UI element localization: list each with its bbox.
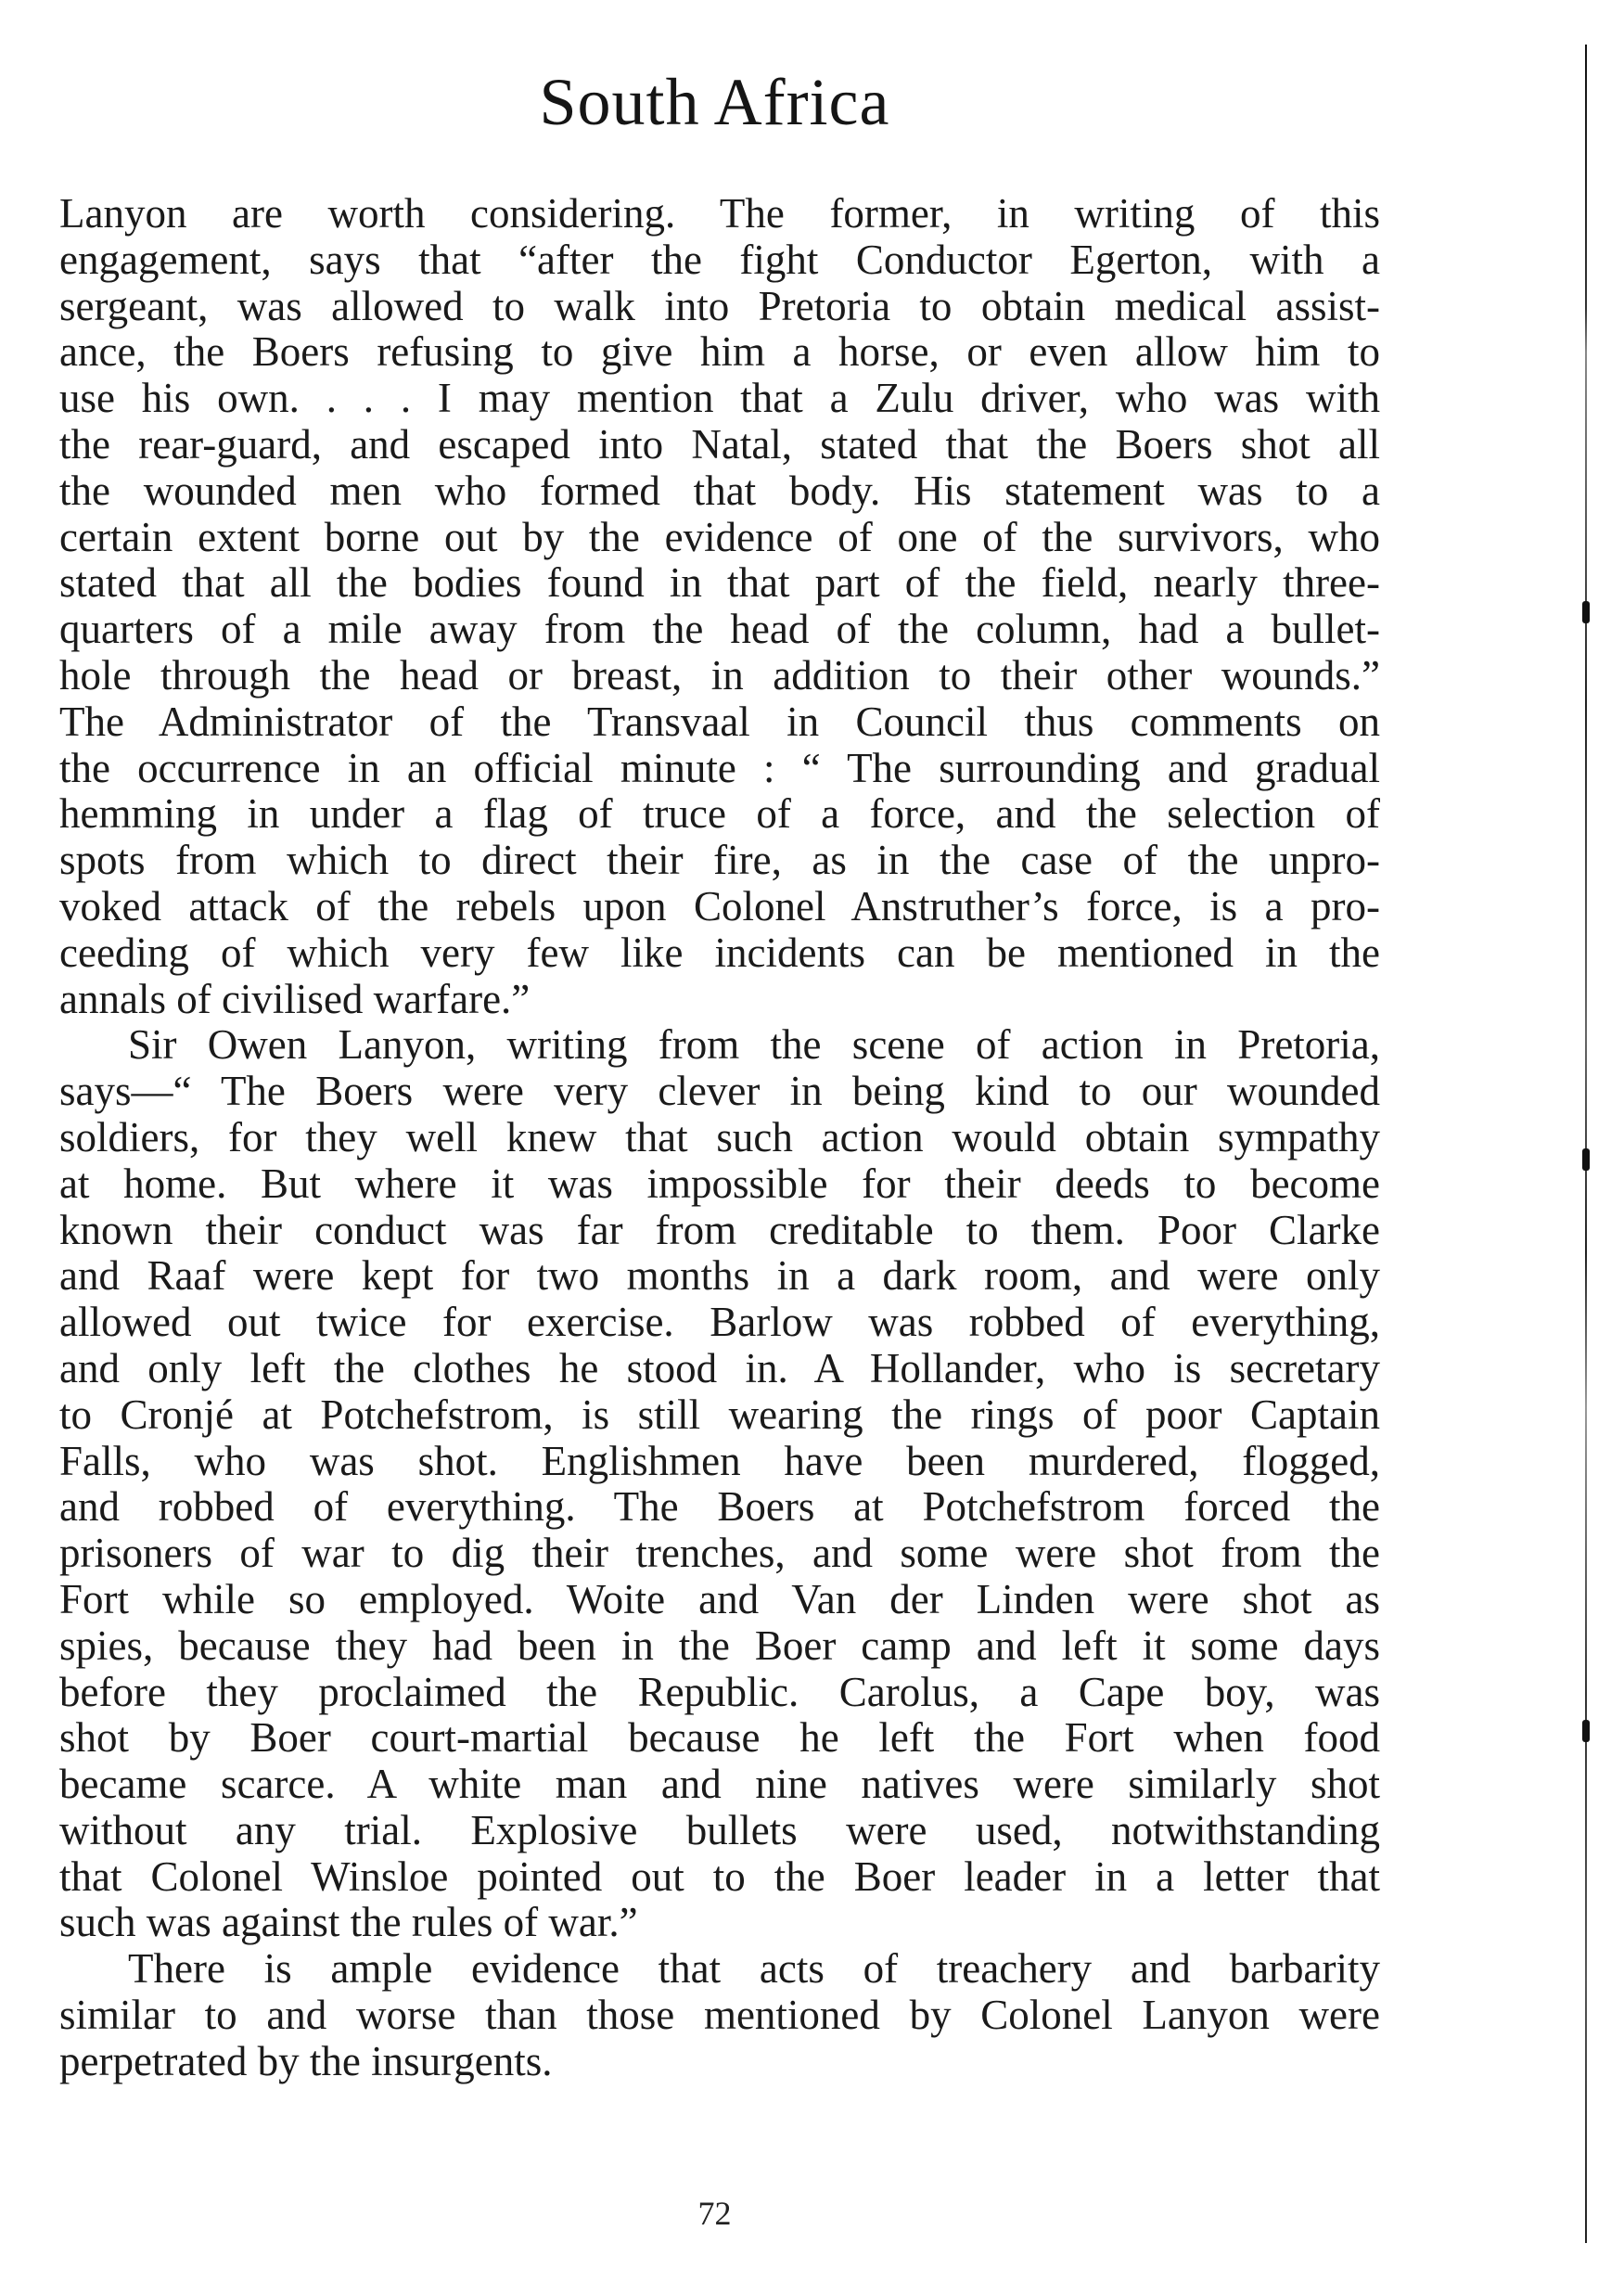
running-title: South Africa — [539, 65, 890, 139]
text-line: spies, because they had been in the Boer camp and left it some days — [59, 1622, 1380, 1669]
binding-mark — [1582, 1720, 1590, 1742]
binding-edge — [1582, 45, 1590, 2243]
text-line: There is ample evidence that acts of treachery and barbarity — [128, 1945, 1380, 1993]
text-line: the rear-guard, and escaped into Natal, stated that the Boers shot all — [59, 420, 1380, 468]
text-line: annals of civilised warfare.” — [59, 975, 531, 1022]
text-line: ceeding of which very few like incidents can be mentioned in the — [59, 929, 1380, 976]
text-line: engagement, says that “after the fight Conductor Egerton, with a — [59, 236, 1380, 283]
text-line: Sir Owen Lanyon, writing from the scene of action in Pretoria, — [128, 1021, 1380, 1069]
binding-mark — [1582, 1148, 1590, 1171]
text-line: quarters of a mile away from the head of the column, had a bullet- — [59, 606, 1380, 653]
text-line: Fort while so employed. Woite and Van der Linden were shot as — [59, 1575, 1380, 1622]
text-line: sergeant, was allowed to walk into Pretoria to obtain medical assist- — [59, 282, 1380, 329]
binding-rule — [1585, 45, 1587, 2243]
text-line: and only left the clothes he stood in. A Hollander, who is secretary — [59, 1344, 1380, 1391]
text-line: says—“ The Boers were very clever in being kind to our wounded — [59, 1068, 1380, 1115]
text-line: soldiers, for they well knew that such action would obtain sympathy — [59, 1113, 1380, 1160]
page-number: 72 — [697, 2195, 732, 2232]
text-line: hole through the head or breast, in addition to their other wounds.” — [59, 651, 1380, 699]
binding-mark — [1582, 601, 1590, 623]
text-line: became scarce. A white man and nine natives were similarly shot — [59, 1761, 1380, 1808]
text-line: without any trial. Explosive bullets were used, notwithstanding — [59, 1806, 1380, 1853]
text-line: before they proclaimed the Republic. Carolus, a Cape boy, was — [59, 1668, 1380, 1715]
text-line: perpetrated by the insurgents. — [59, 2037, 553, 2084]
text-line: that Colonel Winsloe pointed out to the Boer leader in a letter that — [59, 1852, 1380, 1900]
text-line: the occurrence in an official minute : “ The surrounding and gradual — [59, 744, 1380, 791]
text-line: The Administrator of the Transvaal in Council thus comments on — [59, 698, 1380, 745]
text-line: voked attack of the rebels upon Colonel Anstruther’s force, is a pro- — [59, 882, 1380, 929]
text-line: hemming in under a flag of truce of a force, and the selection of — [59, 790, 1380, 838]
text-line: the wounded men who formed that body. His statement was to a — [59, 467, 1380, 514]
text-line: Falls, who was shot. Englishmen have been murdered, flogged, — [59, 1437, 1380, 1484]
text-line: at home. But where it was impossible for their deeds to become — [59, 1160, 1380, 1207]
text-line: use his own. . . . I may mention that a Zulu driver, who was with — [59, 375, 1380, 422]
text-line: prisoners of war to dig their trenches, and some were shot from the — [59, 1530, 1380, 1577]
text-line: allowed out twice for exercise. Barlow was robbed of everything, — [59, 1299, 1380, 1346]
text-line: ance, the Boers refusing to give him a horse, or even allow him to — [59, 328, 1380, 376]
text-line: and robbed of everything. The Boers at Potchefstrom forced the — [59, 1483, 1380, 1531]
text-line: stated that all the bodies found in that part of the field, nearly three- — [59, 559, 1380, 607]
text-line: to Cronjé at Potchefstrom, is still wearing the rings of poor Captain — [59, 1391, 1380, 1438]
body-text — [59, 191, 1380, 2085]
text-line: and Raaf were kept for two months in a dark room, and were only — [59, 1252, 1380, 1300]
text-line: known their conduct was far from creditable to them. Poor Clarke — [59, 1206, 1380, 1253]
text-line: certain extent borne out by the evidence of one of the survivors, who — [59, 513, 1380, 560]
text-line: similar to and worse than those mentioned by Colonel Lanyon were — [59, 1992, 1380, 2039]
text-line: Lanyon are worth considering. The former, in writing of this — [59, 190, 1380, 237]
text-line: spots from which to direct their fire, as in the case of the unpro- — [59, 837, 1380, 884]
text-line: shot by Boer court-martial because he left the Fort when food — [59, 1714, 1380, 1762]
text-line: such was against the rules of war.” — [59, 1899, 638, 1946]
